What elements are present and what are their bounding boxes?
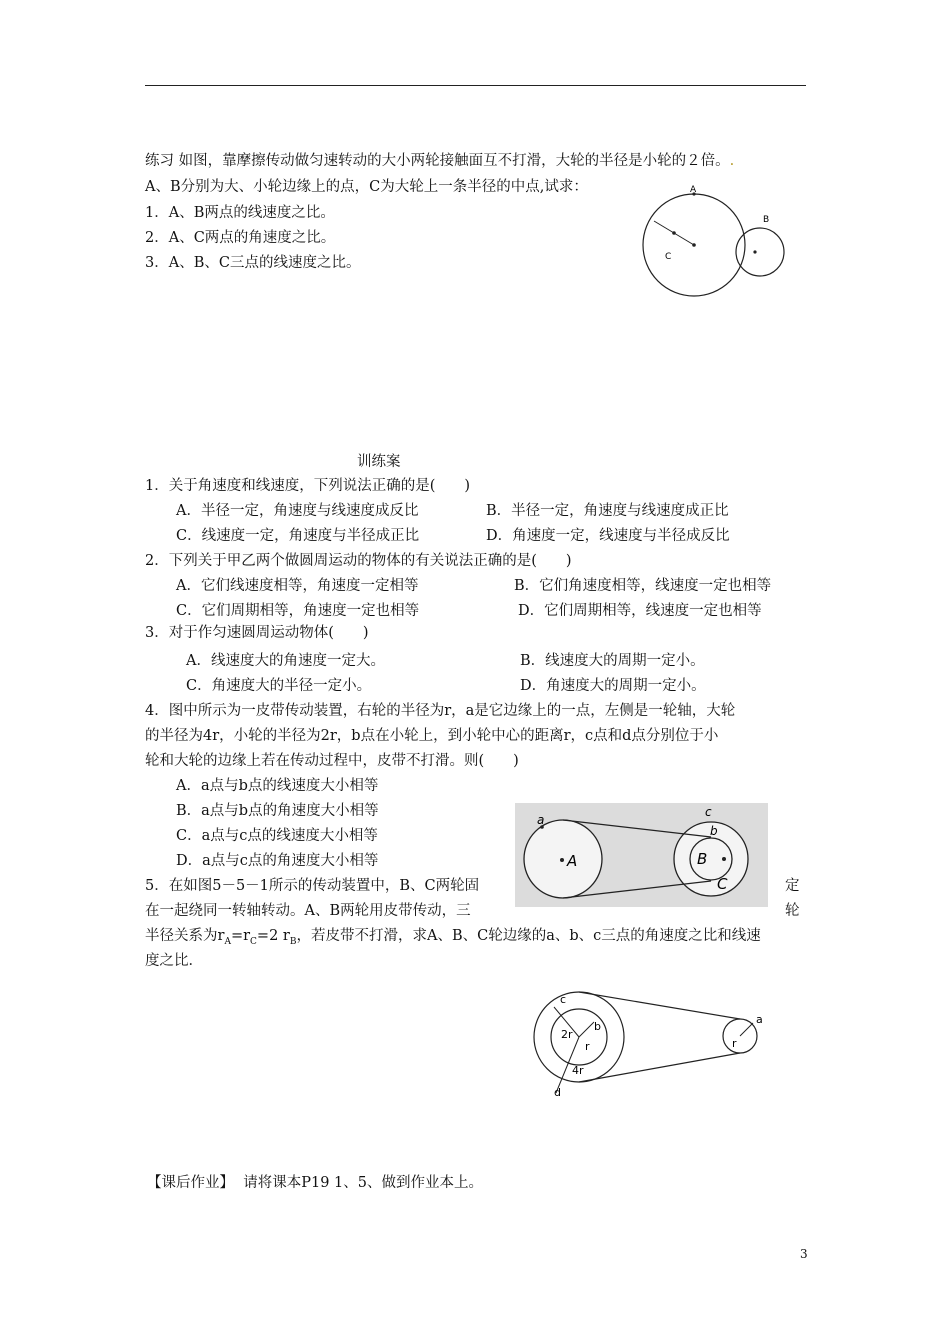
q5-line4: 度之比．: [145, 953, 203, 969]
fig3-label-c: c: [560, 993, 567, 1006]
exercise-q3: 3．A、B、C三点的线速度之比。: [145, 255, 361, 271]
q2-option-c: C．它们周期相等，角速度一定也相等: [176, 603, 420, 619]
fig1-label-c: C: [665, 252, 672, 262]
q1-option-a: A．半径一定，角速度与线速度成反比: [176, 503, 419, 519]
fig2-label-C: C: [717, 875, 728, 893]
exercise-line2: A、B分别为大、小轮边缘上的点，C为大轮上一条半径的中点,试求：: [145, 179, 588, 195]
q4-option-c: C．a点与c点的线速度大小相等: [176, 828, 378, 844]
q3-option-a: A．线速度大的角速度一定大。: [186, 653, 385, 669]
q3-option-c: C．角速度大的半径一定小。: [186, 678, 372, 694]
exercise-q1: 1．A、B两点的线速度之比。: [145, 205, 335, 221]
fig1-label-a: A: [690, 185, 697, 195]
q4-line2: 的半径为4r，小轮的半径为2r，b点在小轮上，到小轮中心的距离r，c点和d点分别位于小: [145, 728, 719, 744]
q5-line2: 在一起绕同一转轴转动。A、B两轮用皮带传动，三: [145, 903, 471, 919]
fig3-label-r-right: r: [732, 1037, 737, 1050]
fig2-label-c: c: [705, 805, 712, 819]
q3-stem: 3．对于作匀速圆周运动物体( ): [145, 625, 369, 641]
fig3-label-d: d: [554, 1086, 561, 1098]
q2-option-b: B．它们角速度相等，线速度一定也相等: [514, 578, 772, 594]
fig3-label-a: a: [756, 1013, 763, 1026]
q4-option-a: A．a点与b点的线速度大小相等: [176, 778, 379, 794]
two-wheels-figure: [640, 185, 800, 300]
q2-stem: 2．下列关于甲乙两个做圆周运动的物体的有关说法正确的是( ): [145, 553, 572, 569]
fig3-label-4r: 4r: [572, 1064, 584, 1077]
q3-option-b: B．线速度大的周期一定小。: [520, 653, 705, 669]
q1-option-b: B．半径一定，角速度与线速度成正比: [486, 503, 729, 519]
fig2-label-B: B: [697, 850, 708, 868]
q1-option-c: C．线速度一定，角速度与半径成正比: [176, 528, 420, 544]
q4-option-b: B．a点与b点的角速度大小相等: [176, 803, 379, 819]
fig3-label-2r: 2r: [561, 1028, 573, 1041]
q5-line1: 5．在如图5－5－1所示的传动装置中，B、C两轮固: [145, 878, 480, 894]
exercise-line1: 练习 如图，靠摩擦传动做匀速转动的大小两轮接触面互不打滑，大轮的半径是小轮的２倍。.: [145, 153, 735, 169]
fig3-label-b: b: [594, 1020, 601, 1033]
fig2-label-A: A: [567, 852, 578, 870]
q1-stem: 1．关于角速度和线速度，下列说法正确的是( ): [145, 478, 471, 494]
q4-option-d: D．a点与c点的角速度大小相等: [176, 853, 379, 869]
q4-line1: 4．图中所示为一皮带传动装置，右轮的半径为r，a是它边缘上的一点，左侧是一轮轴，大轮: [145, 703, 736, 719]
q5-line1-end: 定: [785, 878, 800, 894]
q1-option-d: D．角速度一定，线速度与半径成反比: [486, 528, 730, 544]
fig1-label-b: B: [763, 215, 770, 225]
homework: 【课后作业】 请将课本P19 1、5、做到作业本上。: [147, 1175, 483, 1191]
q5-line3: 半径关系为$r_A=r_C=2$ $r_B$，若皮带不打滑，求A、B、C轮边缘的a、b、c三点的角速度之比和线速: [145, 928, 761, 947]
q5-line2-end: 轮: [785, 903, 800, 919]
exercise-q2: 2．A、C两点的角速度之比。: [145, 230, 336, 246]
training-title: 训练案: [357, 454, 401, 470]
q2-option-d: D．它们周期相等，线速度一定也相等: [518, 603, 762, 619]
fig2-label-b: b: [710, 824, 718, 838]
fig3-label-r: r: [585, 1040, 590, 1053]
header-rule: [145, 85, 806, 86]
fig2-label-a: a: [537, 813, 545, 827]
q4-line3: 轮和大轮的边缘上若在传动过程中，皮带不打滑。则( ): [145, 753, 519, 769]
belt-pulley-figure: [515, 803, 768, 907]
q3-option-d: D．角速度大的周期一定小。: [520, 678, 706, 694]
q2-option-a: A．它们线速度相等，角速度一定相等: [176, 578, 419, 594]
page-number: 3: [800, 1247, 808, 1261]
three-wheel-figure: [530, 990, 770, 1098]
